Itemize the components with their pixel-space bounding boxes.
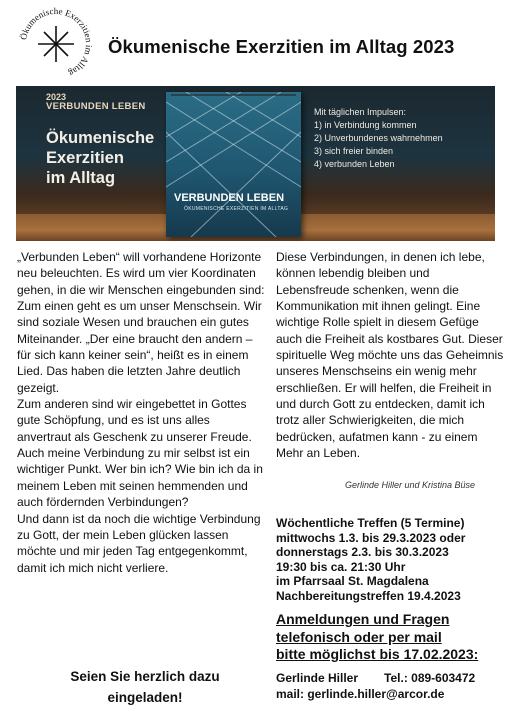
banner-title bbox=[46, 128, 154, 188]
contact-name: Gerlinde Hiller bbox=[276, 671, 359, 685]
net-pattern-icon bbox=[166, 92, 301, 237]
meeting-info bbox=[276, 516, 465, 603]
paragraph: Auch meine Verbindung zu mir selbst ist ein wichtiger Punkt. Wer bin ich? Wie bin ich da in meinem Leben mit seinen hemmenden und auch fördernden Verbindungen? bbox=[17, 446, 263, 510]
meeting-line: im Pfarrsaal St. Magdalena bbox=[276, 574, 429, 588]
logo bbox=[16, 4, 96, 84]
invitation-line: eingeladen! bbox=[107, 690, 183, 705]
meeting-line: Nachbereitungstreffen 19.4.2023 bbox=[276, 588, 461, 603]
paragraph: „Verbunden Leben“ will vorhandene Horizonte neu beleuchten. Es wird um vier Koordinaten gehen, in die wir Menschen eingebunden sind: bbox=[17, 250, 265, 297]
registration-heading bbox=[276, 611, 478, 664]
logo-ring-text: Ökumenische Exerzitien im Alltag bbox=[18, 5, 95, 79]
logo-cross-icon bbox=[38, 26, 74, 62]
meeting-line: 19:30 bis ca. 21:30 Uhr bbox=[276, 559, 406, 574]
contact-info bbox=[276, 670, 475, 702]
banner-image bbox=[16, 86, 495, 241]
banner-tag: VERBUNDEN LEBEN bbox=[46, 101, 146, 112]
meeting-line: Wöchentliche Treffen (5 Termine) bbox=[276, 516, 465, 530]
banner-title-line: Exerzitien bbox=[46, 149, 124, 167]
left-column bbox=[17, 249, 267, 576]
paragraph: Und dann ist da noch die wichtige Verbindung zu Gott, der mein Leben glücken lassen möchte und mir jeden Tag entgegenkommt, damit ich mich nicht verliere. bbox=[17, 511, 261, 575]
impulse-list bbox=[314, 106, 443, 171]
invitation-line: Seien Sie herzlich dazu bbox=[70, 669, 220, 684]
banner-title-line: Ökumenische bbox=[46, 129, 155, 147]
calendar-subtitle: ÖKUMENISCHE EXERZITIEN IM ALLTAG bbox=[184, 206, 289, 212]
meeting-line: donnerstags 2.3. bis 30.3.2023 bbox=[276, 545, 449, 559]
registration-line: bitte möglichst bis 17.02.2023: bbox=[276, 646, 479, 662]
paragraph: Zum anderen sind wir eingebettet in Gottes gute Schöpfung, und es ist uns alles anvertraut als Geschenk zu unserer Freude. bbox=[17, 397, 252, 444]
paragraph: Zum einen geht es um unser Menschsein. Wir sind soziale Wesen und brauchen ein gutes Miteinander. „Der eine braucht den andern – für sich kann keiner sein“, heißt es in einem Lied. Das haben die letzten Jahre deutlich gezeigt. bbox=[17, 299, 262, 395]
right-column bbox=[276, 249, 506, 461]
logo-emblem bbox=[16, 4, 96, 84]
calendar-title: VERBUNDEN LEBEN bbox=[174, 192, 285, 204]
impulse-item: 2) Unverbundenes wahrnehmen bbox=[314, 133, 443, 143]
contact-mail: mail: gerlinde.hiller@arcor.de bbox=[276, 687, 445, 701]
impulse-item: 4) verbunden Leben bbox=[314, 159, 395, 169]
banner-title-line: im Alltag bbox=[46, 169, 116, 187]
meeting-line: mittwochs 1.3. bis 29.3.2023 oder bbox=[276, 530, 466, 545]
banner-year: 2023 bbox=[46, 92, 67, 102]
registration-line: Anmeldungen und Fragen bbox=[276, 611, 450, 627]
impulse-heading: Mit täglichen Impulsen: bbox=[314, 107, 407, 117]
signature: Gerlinde Hiller und Kristina Büse bbox=[345, 480, 476, 490]
paragraph: Diese Verbindungen, in denen ich lebe, können lebendig bleiben und Lebensfreude schenken, wenn die Kommunikation mit ihnen gelingt. Eine wichtige Rolle spielt in diesem Gefüge auch die Freiheit als kostbares Gut. Dieser spirituelle Weg möchte uns das Geheimnis unseres Menschseins ein wenig mehr erschließen. Er will helfen, die Freiheit in und durch Gott zu entdecken, damit ich trotz aller Schwierigkeiten, die mich bedrücken, aufatmen kann - zu einem Mehr an Leben. bbox=[276, 250, 504, 461]
impulse-item: 3) sich freier binden bbox=[314, 146, 394, 156]
impulse-item: 1) in Verbindung kommen bbox=[314, 120, 417, 130]
invitation bbox=[30, 666, 260, 708]
registration-line: telefonisch oder per mail bbox=[276, 628, 442, 645]
contact-phone: Tel.: 089-603472 bbox=[384, 671, 476, 685]
page-title: Ökumenische Exerzitien im Alltag 2023 bbox=[108, 36, 455, 57]
desk-calendar bbox=[166, 92, 301, 237]
